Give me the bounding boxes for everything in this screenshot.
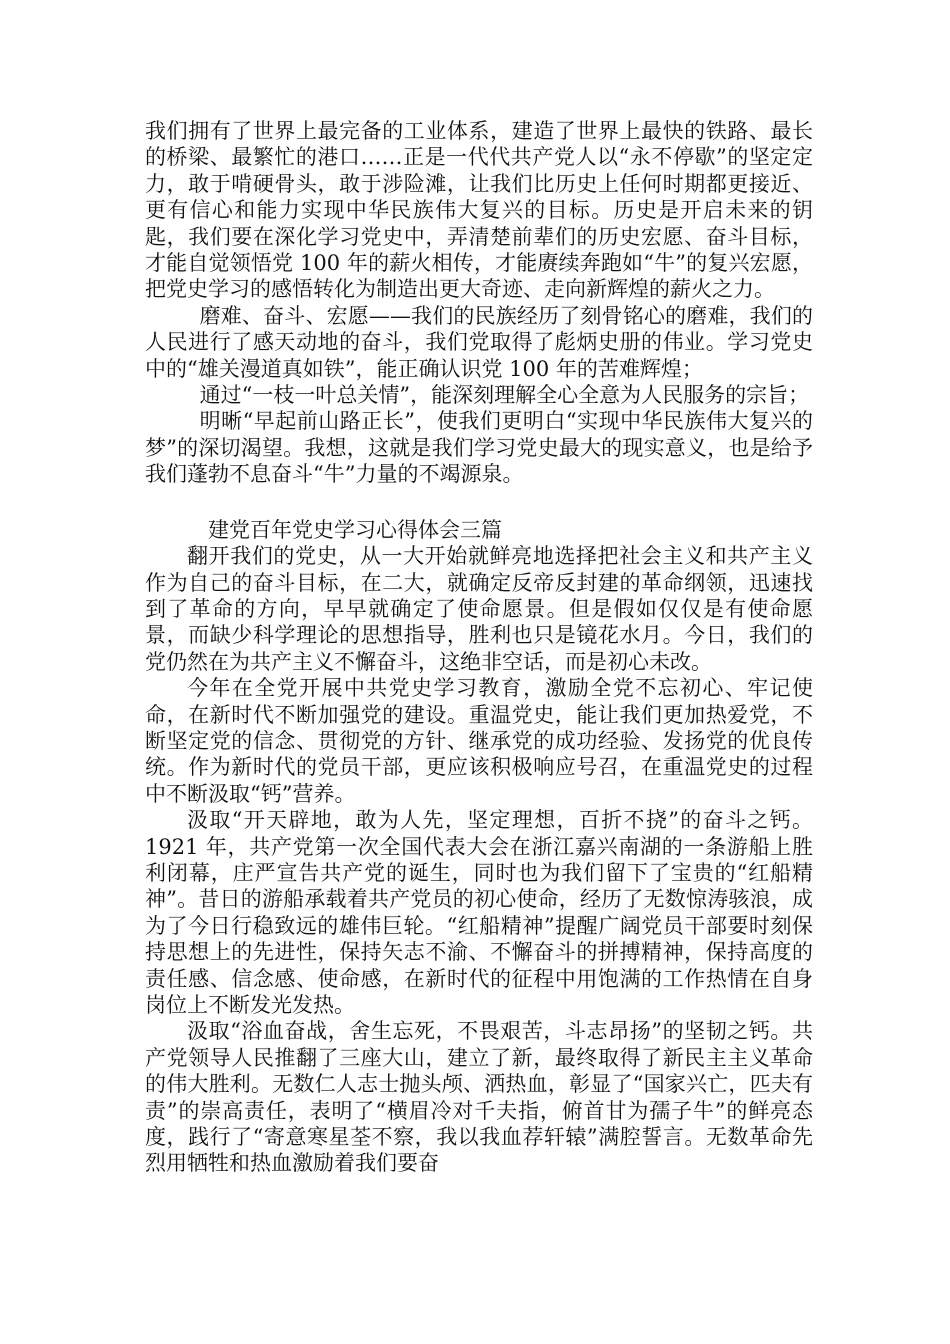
paragraph-red-boat: 汲取“开天辟地，敢为人先，坚定理想，百折不挠”的奋斗之钙。1921 年，共产党第一次全国代表大会在浙江嘉兴南湖的一条游船上胜利闭幕，庄严宣告共产党的诞生，同时也为我们留下了宝贵的“红船精神”。昔日的游船承载着共产党员的初心使命，经历了无数惊涛骇浪，成为了今日行稳致远的雄伟巨轮。“红船精神”提醒广阔党员干部要时刻保持思想上的先进性，保持矢志不渝、不懈奋斗的拼搏精神，保持高度的责任感、信念感、使命感，在新时代的征程中用饱满的工作热情在自身岗位上不断发光发热。 — [145, 808, 813, 1017]
section-gap — [145, 488, 813, 517]
paragraph-hardship: 磨难、奋斗、宏愿——我们的民族经历了刻骨铭心的磨难，我们的人民进行了感天动地的奋斗，我们党取得了彪炳史册的伟业。学习党史中的“雄关漫道真如铁”，能正确认识党 100 年的苦难辉煌； — [145, 303, 813, 381]
paragraph-tenacity: 汲取“浴血奋战，舍生忘死，不畏艰苦，斗志昂扬”的坚韧之钙。共产党领导人民推翻了三座大山，建立了新，最终取得了新民主主义革命的伟大胜利。无数仁人志士抛头颅、洒热血，彰显了“国家兴亡，匹夫有责”的崇高责任，表明了“横眉冷对千夫指，俯首甘为孺子牛”的鲜亮态度，践行了“寄意寒星荃不察，我以我血荐轩辕”满腔誓言。无数革命先烈用牺牲和热血激励着我们要奋 — [145, 1019, 813, 1176]
paragraph-party-history: 翻开我们的党史，从一大开始就鲜亮地选择把社会主义和共产主义作为自己的奋斗目标，在二大，就确定反帝反封建的革命纲领，迅速找到了革命的方向，早早就确定了使命愿景。但是假如仅仅是有使命愿景，而缺少科学理论的思想指导，胜利也只是镜花水月。今日，我们的党仍然在为共产主义不懈奋斗，这绝非空话，而是初心未改。 — [145, 544, 813, 674]
section-title: 建党百年党史学习心得体会三篇 — [208, 517, 502, 542]
paragraph-people: 通过“一枝一叶总关情”，能深刻理解全心全意为人民服务的宗旨； — [199, 383, 810, 408]
paragraph-dream: 明晰“早起前山路正长”，使我们更明白“实现中华民族伟大复兴的梦”的深切渴望。我想，这就是我们学习党史最大的现实意义，也是给予我们蓬勃不息奋斗“牛”力量的不竭源泉。 — [145, 409, 813, 487]
document-body — [145, 118, 813, 1177]
paragraph-study-education: 今年在全党开展中共党史学习教育，激励全党不忘初心、牢记使命，在新时代不断加强党的建设。重温党史，能让我们更加热爱党，不断坚定党的信念、贯彻党的方针、继承党的成功经验、发扬党的优良传统。作为新时代的党员干部，更应该积极响应号召，在重温党史的过程中不断汲取“钙”营养。 — [145, 676, 813, 806]
paragraph-industry: 我们拥有了世界上最完备的工业体系，建造了世界上最快的铁路、最长的桥梁、最繁忙的港口……正是一代代共产党人以“永不停歇”的坚定定力，敢于啃硬骨头，敢于涉险滩，让我们比历史上任何时期都更接近、更有信心和能力实现中华民族伟大复兴的目标。历史是开启未来的钥匙，我们要在深化学习党史中，弄清楚前辈们的历史宏愿、奋斗目标，才能自觉领悟党 100 年的薪火相传，才能赓续奔跑如“牛”的复兴宏愿，把党史学习的感悟转化为制造出更大奇迹、走向新辉煌的薪火之力。 — [145, 119, 813, 302]
